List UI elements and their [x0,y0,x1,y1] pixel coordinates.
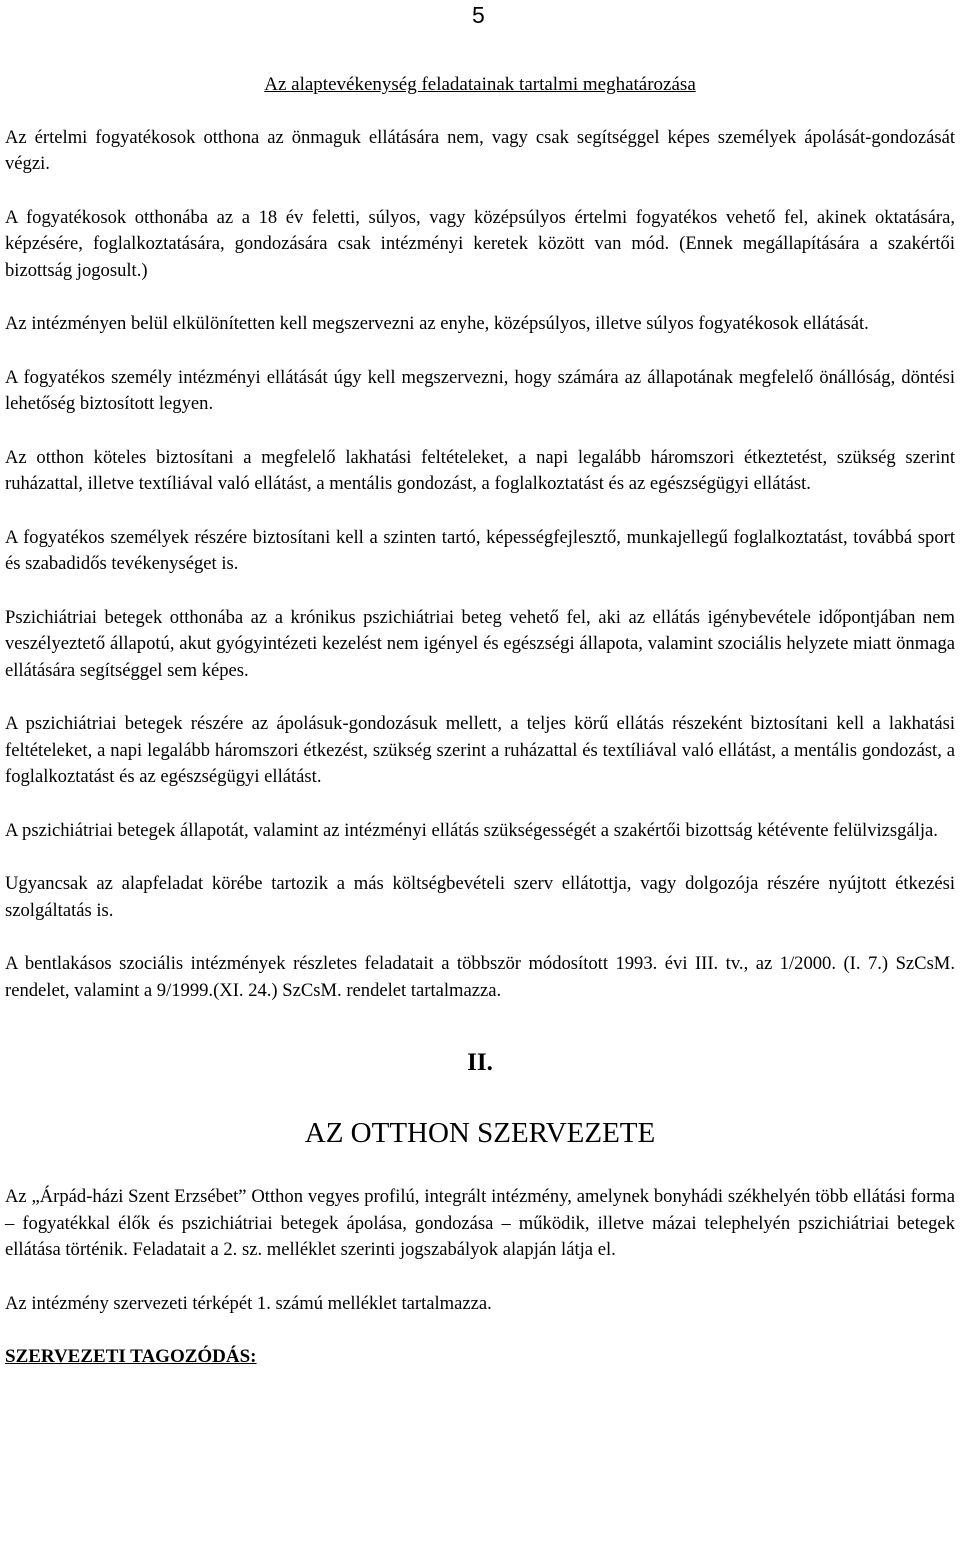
page-number: 5 [472,2,485,28]
chapter-number: II. [467,1049,493,1076]
paragraph: Az értelmi fogyatékosok otthona az önmaguk ellátására nem, vagy csak segítséggel képes személyek ápolását-gondozását végzi. [5,126,955,174]
paragraph: A fogyatékosok otthonába az a 18 év feletti, súlyos, vagy középsúlyos értelmi fogyatékos vehető fel, akinek oktatására, képzésére, foglalkoztatására, gondozására csak intézményi keretek között van mód. (Ennek megállapítására a szakértői bizottság jogosult.) [5,206,955,281]
paragraph: A pszichiátriai betegek állapotát, valamint az intézményi ellátás szükségességét a szakértői bizottság kétévente felülvizsgálja. [5,819,938,841]
paragraph: Az intézmény szervezeti térképét 1. számú melléklet tartalmazza. [5,1292,492,1314]
section-heading: Az alaptevékenység feladatainak tartalmi meghatározása [264,74,696,95]
paragraph: Az „Árpád-házi Szent Erzsébet” Otthon vegyes profilú, integrált intézmény, amelynek bonyhádi székhelyén több ellátási forma – fogyatékkal élők és pszichiátriai betegek ápolása, gondozása – működik, illetve mázai telephelyén pszichiátriai betegek ellátása történik. Feladatait a 2. sz. melléklet szerinti jogszabályok alapján látja el. [5,1186,955,1260]
paragraph: A pszichiátriai betegek részére az ápolásuk-gondozásuk mellett, a teljes körű ellátás részeként biztosítani kell a lakhatási feltételeket, a napi legalább háromszori étkezést, szükség szerint a ruházattal és textíliával való ellátást, a mentális gondozást, a foglalkoztatást és az egészségügyi ellátást. [5,713,955,787]
paragraph: Pszichiátriai betegek otthonába az a krónikus pszichiátriai beteg vehető fel, aki az ellátás igénybevétele időpontjában nem veszélyeztető állapotú, akut gyógyintézeti kezelést nem igényel és egészségi állapota, valamint szociális helyzete miatt önmaga ellátására segítséggel sem képes. [5,606,955,681]
chapter-title: AZ OTTHON SZERVEZETE [304,1117,656,1149]
paragraph: Az otthon köteles biztosítani a megfelelő lakhatási feltételeket, a napi legalább háromszori étkeztetést, szükség szerint ruházattal, illetve textíliával való ellátást, a mentális gondozást, a foglalkoztatást és az egészségügyi ellátást. [5,446,955,494]
paragraph: A fogyatékos személyek részére biztosítani kell a szinten tartó, képességfejlesztő, munkajellegű foglalkoztatást, továbbá sport és szabadidős tevékenységet is. [5,526,955,574]
paragraph: A fogyatékos személy intézményi ellátását úgy kell megszervezni, hogy számára az állapotának megfelelő önállóság, döntési lehetőség biztosított legyen. [5,366,955,414]
subsection-heading: SZERVEZETI TAGOZÓDÁS: [5,1346,257,1367]
paragraph: Az intézményen belül elkülönítetten kell megszervezni az enyhe, középsúlyos, illetve súlyos fogyatékosok ellátását. [5,313,869,334]
paragraph: Ugyancsak az alapfeladat körébe tartozik a más költségbevételi szerv ellátottja, vagy dolgozója részére nyújtott étkezési szolgáltatás is. [5,873,955,921]
paragraph: A bentlakásos szociális intézmények részletes feladatait a többször módosított 1993. évi III. tv., az 1/2000. (I. 7.) SzCsM. rendelet, valamint a 9/1999.(XI. 24.) SzCsM. rendelet tartalmazza. [5,953,955,1001]
document-body [5,72,955,1371]
